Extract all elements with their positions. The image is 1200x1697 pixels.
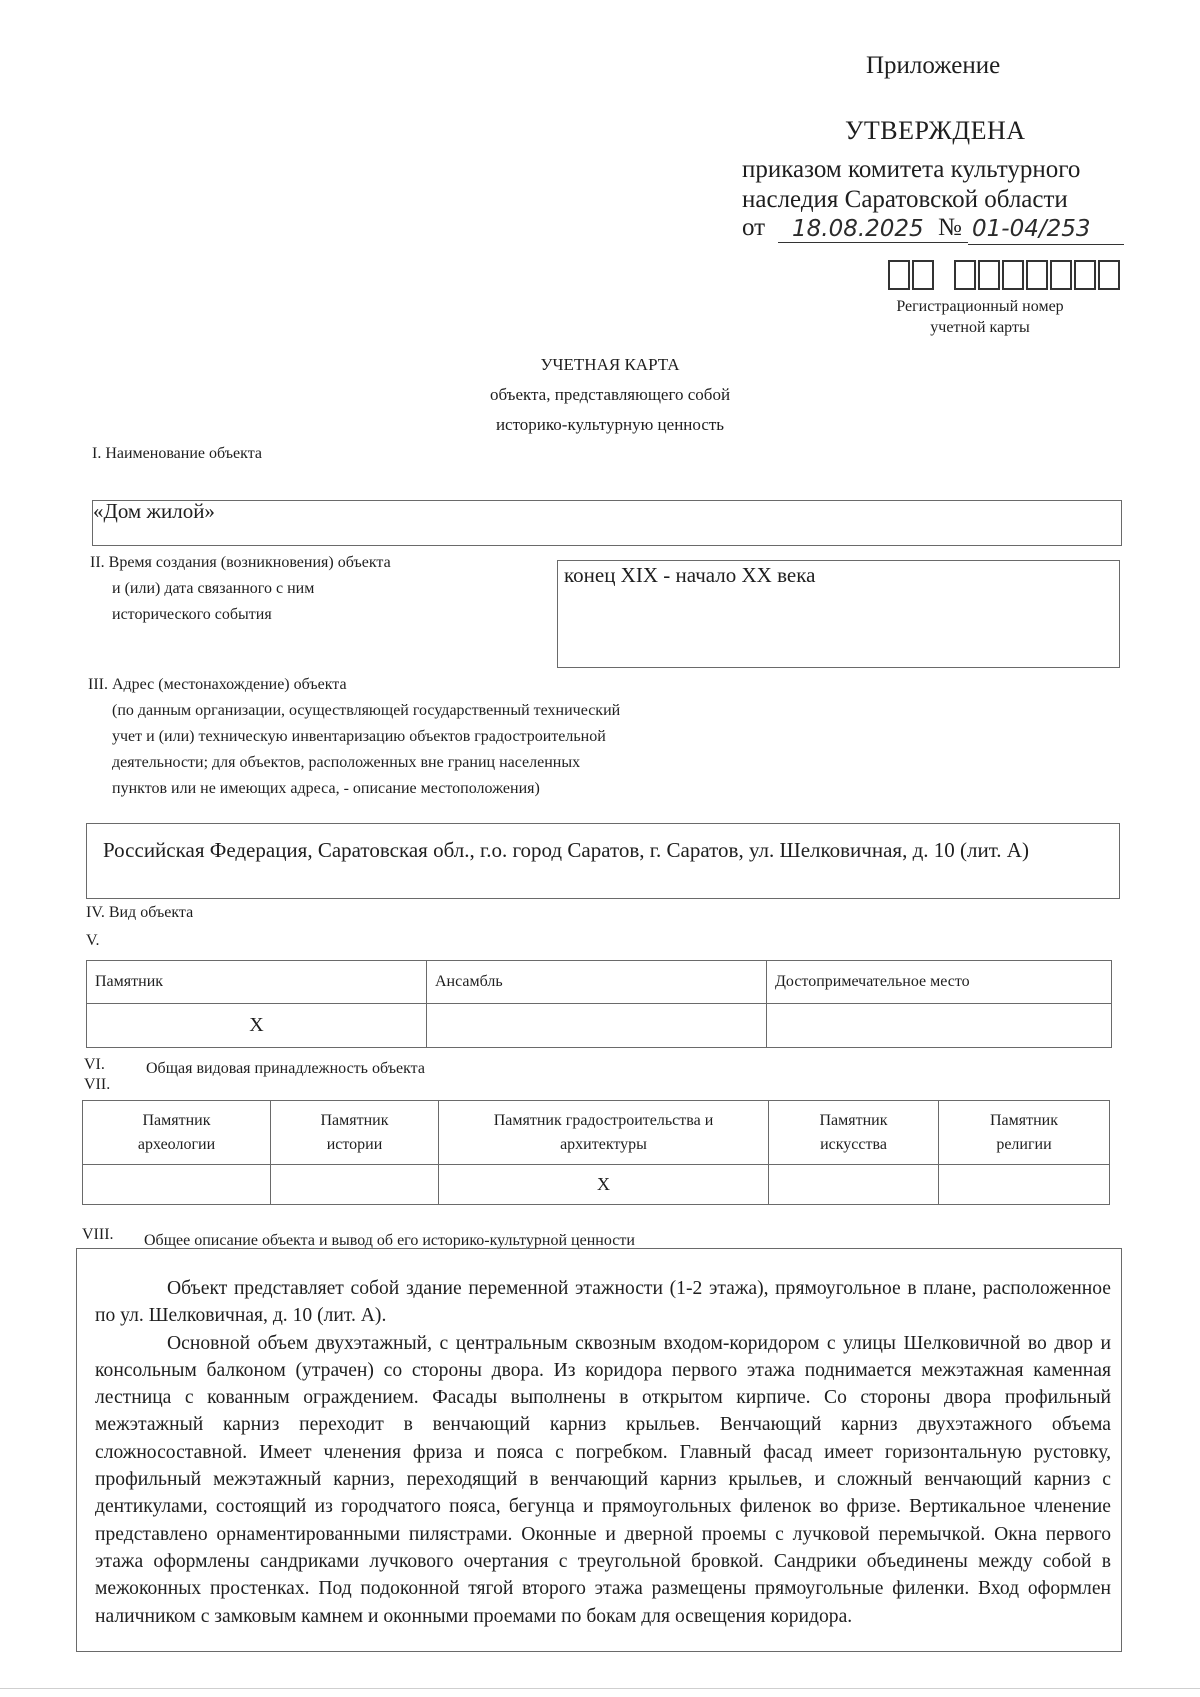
category-mark-art: [769, 1165, 939, 1205]
object-name-value: «Дом жилой»: [93, 499, 215, 523]
order-line-2: наследия Саратовской области: [742, 186, 1068, 213]
description-field: [76, 1248, 1122, 1652]
scan-bottom-edge: [0, 1688, 1200, 1689]
object-type-mark-ensemble: [427, 1004, 767, 1048]
object-name-field: [92, 500, 1122, 546]
category-header-religion: [939, 1101, 1110, 1165]
order-date-number-line: [742, 212, 1124, 248]
category-header-religion-l1: Памятник: [989, 1111, 1059, 1129]
number-prefix: №: [938, 214, 962, 241]
category-mark-archaeology: [83, 1165, 271, 1205]
section4-label: IV. Вид объекта: [86, 904, 194, 921]
date-prefix: от: [742, 214, 766, 241]
object-type-mark-landmark: [767, 1004, 1112, 1048]
object-type-header-monument: Памятник: [87, 961, 427, 1004]
order-number: 01-04/253: [972, 216, 1091, 242]
description-paragraph-2: Основной объем двухэтажный, с центральным сквозным входом-коридором с улицы Шелковичной во двор и консольным балконом (утрачен) со стороны двора. Из коридора первого этажа поднимается межэтажная каменная лестница с кованным ограждением. Фасады выполнены в открытом кирпиче. Со стороны двора профильный межэтажный карниз переходит в венчающий карниз крыльев. Венчающий карниз двухэтажного объема сложносоставной. Имеет членения фриза и пояса с погребком. Главный фасад имеет горизонтальную рустовку, профильный межэтажный карниз, переходящий в венчающий карниз крыльев, и сложный венчающий карниз с дентикулами, состоящий из городчатого пояса, бегунца и прямоугольных филенок во фризе. Вертикальное членение представлено орнаментированными пилястрами. Оконные и дверной проемы с лучковой перемычкой. Окна первого этажа оформлены сандриками лучкового очертания с треугольной бровкой. Сандрики объединены между собой в межоконных простенках. Под подоконной тягой второго этажа размещены прямоугольные филенки. Вход оформлен наличником с замковым камнем и оконными проемами по бокам для освещения коридора.: [95, 1332, 1111, 1627]
category-header-history-l2: истории: [326, 1135, 383, 1153]
object-type-header-ensemble: Ансамбль: [427, 961, 767, 1004]
description-paragraph-1: Объект представляет собой здание переменной этажности (1-2 этажа), прямоугольное в плане, расположенное по ул. Шелковичная, д. 10 (лит. А).: [95, 1278, 1111, 1327]
creation-time-field: [557, 560, 1120, 668]
object-type-mark-monument: X: [87, 1004, 427, 1048]
order-line-1: приказом комитета культурного: [742, 156, 1081, 183]
date-underline: [778, 242, 968, 243]
category-mark-architecture: X: [439, 1165, 769, 1205]
category-header-archaeology: [83, 1101, 271, 1165]
section3-label-line1: III. Адрес (местонахождение) объекта: [88, 676, 347, 693]
section2-label-line1: II. Время создания (возникновения) объекта: [90, 554, 391, 571]
category-header-architecture-l1: Памятник градостроительства и: [493, 1111, 714, 1129]
section3-label-line2: (по данным организации, осуществляющей государственный технический: [112, 702, 621, 719]
object-category-table: [82, 1100, 1110, 1205]
approved-heading: УТВЕРЖДЕНА: [845, 116, 1026, 145]
section2-label-line2: и (или) дата связанного с ним: [112, 580, 315, 597]
number-underline: [968, 244, 1124, 245]
object-type-mark-row: [87, 1004, 1112, 1048]
order-date: 18.08.2025: [792, 216, 924, 242]
object-type-header-row: [87, 961, 1112, 1004]
section6-label: Общая видовая принадлежность объекта: [146, 1060, 425, 1077]
category-mark-religion: [939, 1165, 1110, 1205]
section2-label: [90, 550, 391, 628]
section3-label-line3: учет и (или) техническую инвентаризацию объектов градостроительной: [112, 728, 606, 745]
address-field: [86, 823, 1120, 899]
section8-label: Общее описание объекта и вывод об его историко-культурной ценности: [144, 1232, 635, 1249]
registration-caption-line2: учетной карты: [930, 319, 1030, 336]
card-title-line1: УЧЕТНАЯ КАРТА: [540, 355, 680, 374]
category-header-art-l2: искусства: [820, 1135, 887, 1153]
category-header-art: [769, 1101, 939, 1165]
category-header-archaeology-l1: Памятник: [142, 1111, 211, 1129]
registration-caption-line1: Регистрационный номер: [896, 298, 1064, 315]
section6-num: VI.: [84, 1056, 105, 1073]
section3-label-line5: пунктов или не имеющих адреса, - описание местоположения): [112, 780, 540, 797]
card-title: [400, 350, 820, 440]
category-header-art-l1: Памятник: [819, 1111, 888, 1129]
creation-time-value: конец XIX - начало XX века: [564, 563, 816, 587]
object-type-table: [86, 960, 1112, 1048]
section2-label-line3: исторического события: [112, 606, 272, 623]
section7-num: VII.: [84, 1076, 111, 1093]
card-title-line2: объекта, представляющего собой: [489, 385, 731, 404]
section5-label: V.: [86, 932, 100, 949]
object-category-mark-row: [83, 1165, 1110, 1205]
category-header-architecture: [439, 1101, 769, 1165]
section3-label-line4: деятельности; для объектов, расположенных вне границ населенных: [112, 754, 581, 771]
category-header-architecture-l2: архитектуры: [560, 1135, 647, 1153]
section8-num: VIII.: [82, 1226, 114, 1243]
category-header-history: [271, 1101, 439, 1165]
category-header-religion-l2: религии: [996, 1135, 1052, 1153]
section1-label: I. Наименование объекта: [92, 445, 262, 462]
category-mark-history: [271, 1165, 439, 1205]
description-text: [95, 1275, 1111, 1630]
appendix-label: Приложение: [866, 52, 1001, 79]
section3-label: [88, 672, 620, 802]
address-value: Российская Федерация, Саратовская обл., г.о. город Саратов, г. Саратов, ул. Шелковичная, д. 10 (лит. А): [103, 838, 1029, 862]
category-header-history-l1: Памятник: [320, 1111, 389, 1129]
card-title-line3: историко-культурную ценность: [495, 415, 725, 434]
category-header-archaeology-l2: археологии: [137, 1135, 216, 1153]
object-category-header-row: [83, 1101, 1110, 1165]
registration-caption: [880, 296, 1080, 338]
object-type-header-landmark: Достопримечательное место: [767, 961, 1112, 1004]
